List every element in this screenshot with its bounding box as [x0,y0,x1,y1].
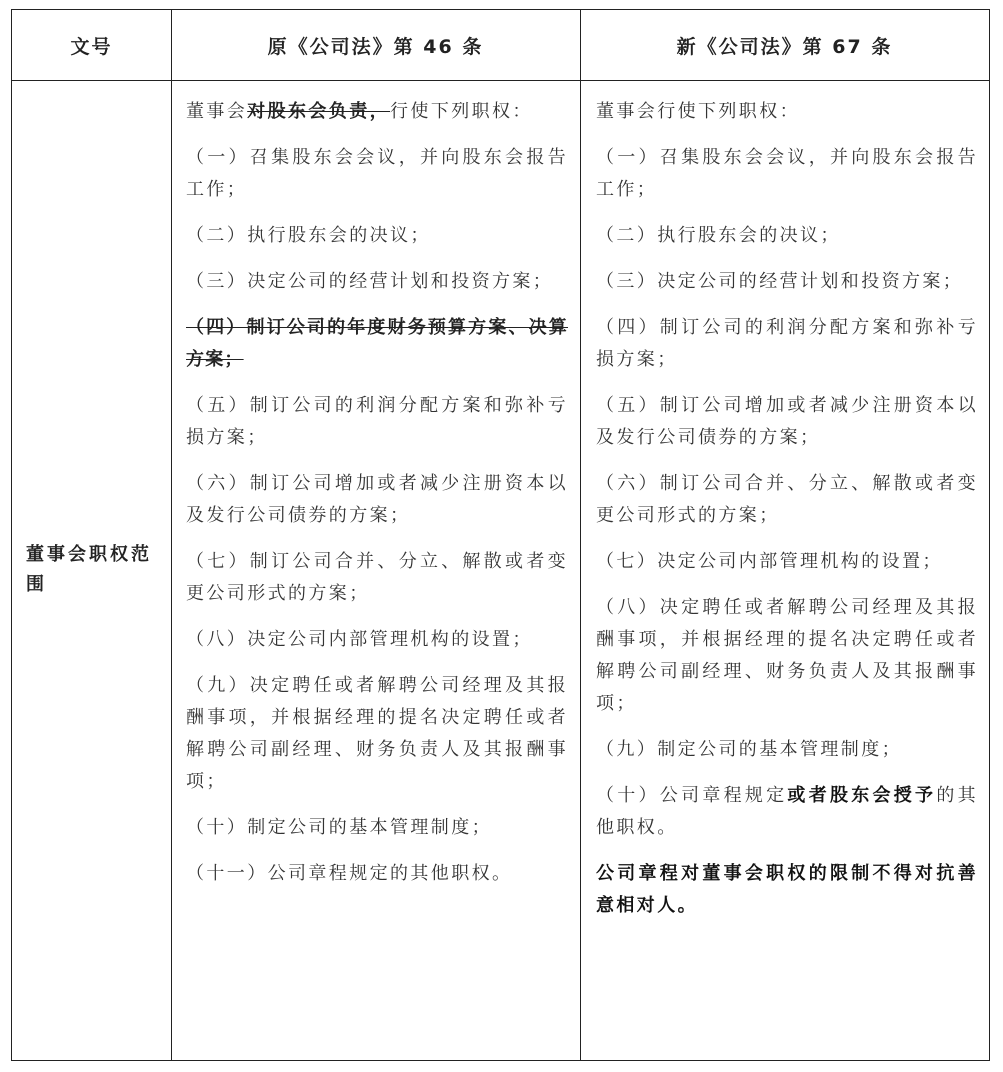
header-new-law: 新《公司法》第 67 条 [676,35,893,58]
new-law-item: （三）决定公司的经营计划和投资方案； [596,271,964,292]
new-law-column [596,96,978,936]
old-law-item: （七）制订公司合并、分立、解散或者变更公司形式的方案； [186,551,568,604]
header-article-no: 文号 [70,35,113,58]
item-text: 的其他职权。 [596,785,978,838]
old-law-item: （一）召集股东会会议，并向股东会报告工作； [186,147,568,200]
old-law-item: （二）执行股东会的决议； [186,225,431,246]
intro-text: 董事会 [186,101,248,122]
old-law-item: （六）制订公司增加或者减少注册资本以及发行公司债券的方案； [186,473,568,526]
comparison-table [11,9,990,1061]
new-law-item: （一）召集股东会会议，并向股东会报告工作； [596,147,978,200]
new-law-intro: 董事会行使下列职权： [596,101,800,122]
new-law-added-paragraph: 公司章程对董事会职权的限制不得对抗善意相对人。 [596,863,978,916]
deleted-text: 对股东会负责， [247,101,391,122]
added-text: 或者股东会授予 [787,785,937,806]
old-law-item: （十一）公司章程规定的其他职权。 [186,863,513,884]
new-law-item: （六）制订公司合并、分立、解散或者变更公司形式的方案； [596,473,978,526]
row-label: 董事会职权范围 [26,544,152,595]
old-law-item-deleted: （四）制订公司的年度财务预算方案、决算方案； [186,317,568,370]
new-law-item: （八）决定聘任或者解聘公司经理及其报酬事项，并根据经理的提名决定聘任或者解聘公司副经理、财务负责人及其报酬事项； [596,597,978,714]
intro-text: 行使下列职权： [390,101,533,122]
old-law-item: （十）制定公司的基本管理制度； [186,817,492,838]
old-law-item: （八）决定公司内部管理机构的设置； [186,629,533,650]
new-law-item: （二）执行股东会的决议； [596,225,841,246]
old-law-item: （五）制订公司的利润分配方案和弥补亏损方案； [186,395,568,448]
column-divider [171,10,172,1060]
header-old-law: 原《公司法》第 46 条 [267,35,484,58]
old-law-column [186,96,568,904]
item-text: （十）公司章程规定 [596,785,788,806]
new-law-item: （五）制订公司增加或者减少注册资本以及发行公司债券的方案； [596,395,978,448]
new-law-item: （四）制订公司的利润分配方案和弥补亏损方案； [596,317,978,370]
header-divider [12,80,989,81]
new-law-item: （九）制定公司的基本管理制度； [596,739,902,760]
old-law-item: （三）决定公司的经营计划和投资方案； [186,271,554,292]
new-law-item: （七）决定公司内部管理机构的设置； [596,551,943,572]
old-law-item: （九）决定聘任或者解聘公司经理及其报酬事项，并根据经理的提名决定聘任或者解聘公司副经理、财务负责人及其报酬事项； [186,675,568,792]
column-divider [580,10,581,1060]
new-law-item-10 [596,780,978,844]
old-law-intro [186,96,568,128]
